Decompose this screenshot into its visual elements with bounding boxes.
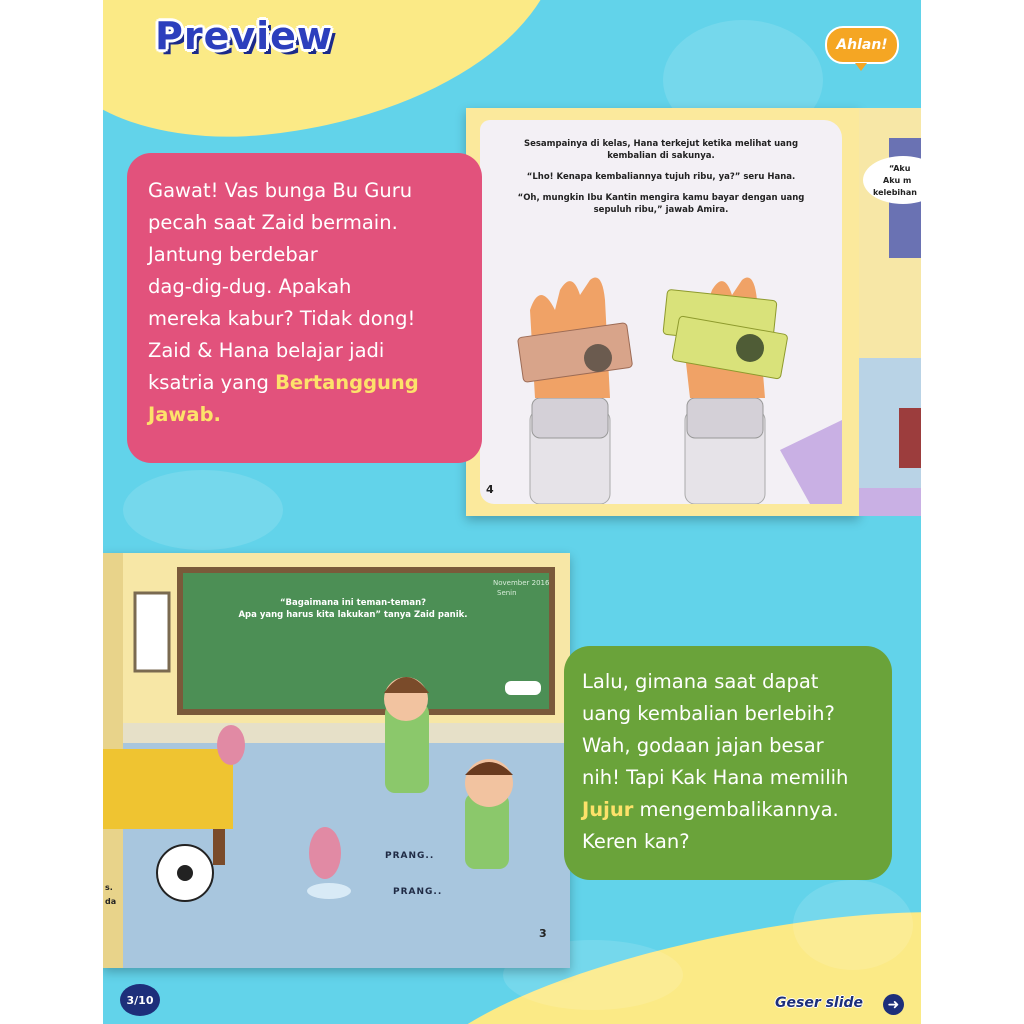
next-slide-button[interactable] (883, 994, 904, 1015)
dialogue-line: “Bagaimana ini teman-teman? (279, 598, 427, 608)
story-summary-card-pink (127, 153, 482, 463)
board-day: Senin (497, 589, 517, 597)
card-line: uang kembalian berlebih? (582, 702, 835, 725)
story-paragraph: Sesampainya di kelas, Hana terkejut ketika melihat uang kembalian di sakunya. (523, 139, 799, 161)
card-line: dag-dig-dug. Apakah (148, 275, 352, 298)
card-line: mereka kabur? Tidak dong! (148, 307, 416, 330)
next-page-text: kelebihan (873, 188, 917, 197)
slide-indicator-label: 3/10 (126, 993, 154, 1007)
story-summary-card-green (564, 646, 892, 880)
cut-off-text: s. (105, 883, 113, 892)
next-book-page (859, 108, 921, 516)
page-number: 4 (486, 483, 494, 496)
highlight-value-text: Bertanggung (275, 371, 419, 394)
card-line: Keren kan? (582, 830, 690, 853)
preview-poster (103, 0, 921, 1024)
card-line (582, 794, 878, 826)
card-line: Jantung berdebar (148, 243, 318, 266)
next-page-text: Aku m (883, 176, 912, 185)
card-line (148, 367, 462, 399)
arrow-right-icon: ➜ (887, 996, 900, 1013)
card-line: Zaid & Hana belajar jadi (148, 339, 385, 362)
page-title: Preview (155, 14, 334, 58)
book-preview-page-4 (466, 108, 921, 516)
sound-effect-text: PRANG.. (393, 887, 443, 897)
card-line: Wah, godaan jajan besar (582, 734, 824, 757)
next-slide-label[interactable]: Geser slide (775, 995, 864, 1011)
story-paragraph: “Oh, mungkin Ibu Kantin mengira kamu bayar dengan uang sepuluh ribu,” jawab Amira. (517, 193, 805, 215)
board-date: November 2016 (493, 579, 550, 587)
dialogue-line: Apa yang harus kita lakukan” tanya Zaid panik. (238, 610, 468, 620)
book-preview-page-3 (103, 553, 570, 968)
highlight-value-text: Jawab. (148, 403, 221, 426)
card-line: pecah saat Zaid bermain. (148, 211, 398, 234)
card-line: nih! Tapi Kak Hana memilih (582, 766, 849, 789)
cut-off-text: da (105, 897, 117, 906)
card-line (148, 399, 462, 431)
background-character-shape (793, 880, 913, 970)
next-page-text: “Aku (889, 164, 911, 173)
chalkboard-dialogue (223, 597, 483, 621)
page-number: 3 (539, 927, 547, 940)
sound-effect-text: PRANG.. (385, 851, 435, 861)
card-line: Lalu, gimana saat dapat (582, 670, 819, 693)
card-text: mengembalikannya. (633, 798, 839, 821)
greeting-label: Ahlan! (836, 37, 888, 53)
highlight-value-text: Jujur (582, 798, 634, 821)
story-paragraph: “Lho! Kenapa kembaliannya tujuh ribu, ya?” seru Hana. (526, 172, 796, 182)
background-character-shape (123, 470, 283, 550)
book-page (466, 108, 859, 516)
card-line: Gawat! Vas bunga Bu Guru (148, 179, 413, 202)
slide-indicator (120, 984, 160, 1016)
greeting-speech-bubble (825, 26, 899, 64)
card-text: ksatria yang (148, 371, 276, 394)
story-text (516, 138, 806, 225)
